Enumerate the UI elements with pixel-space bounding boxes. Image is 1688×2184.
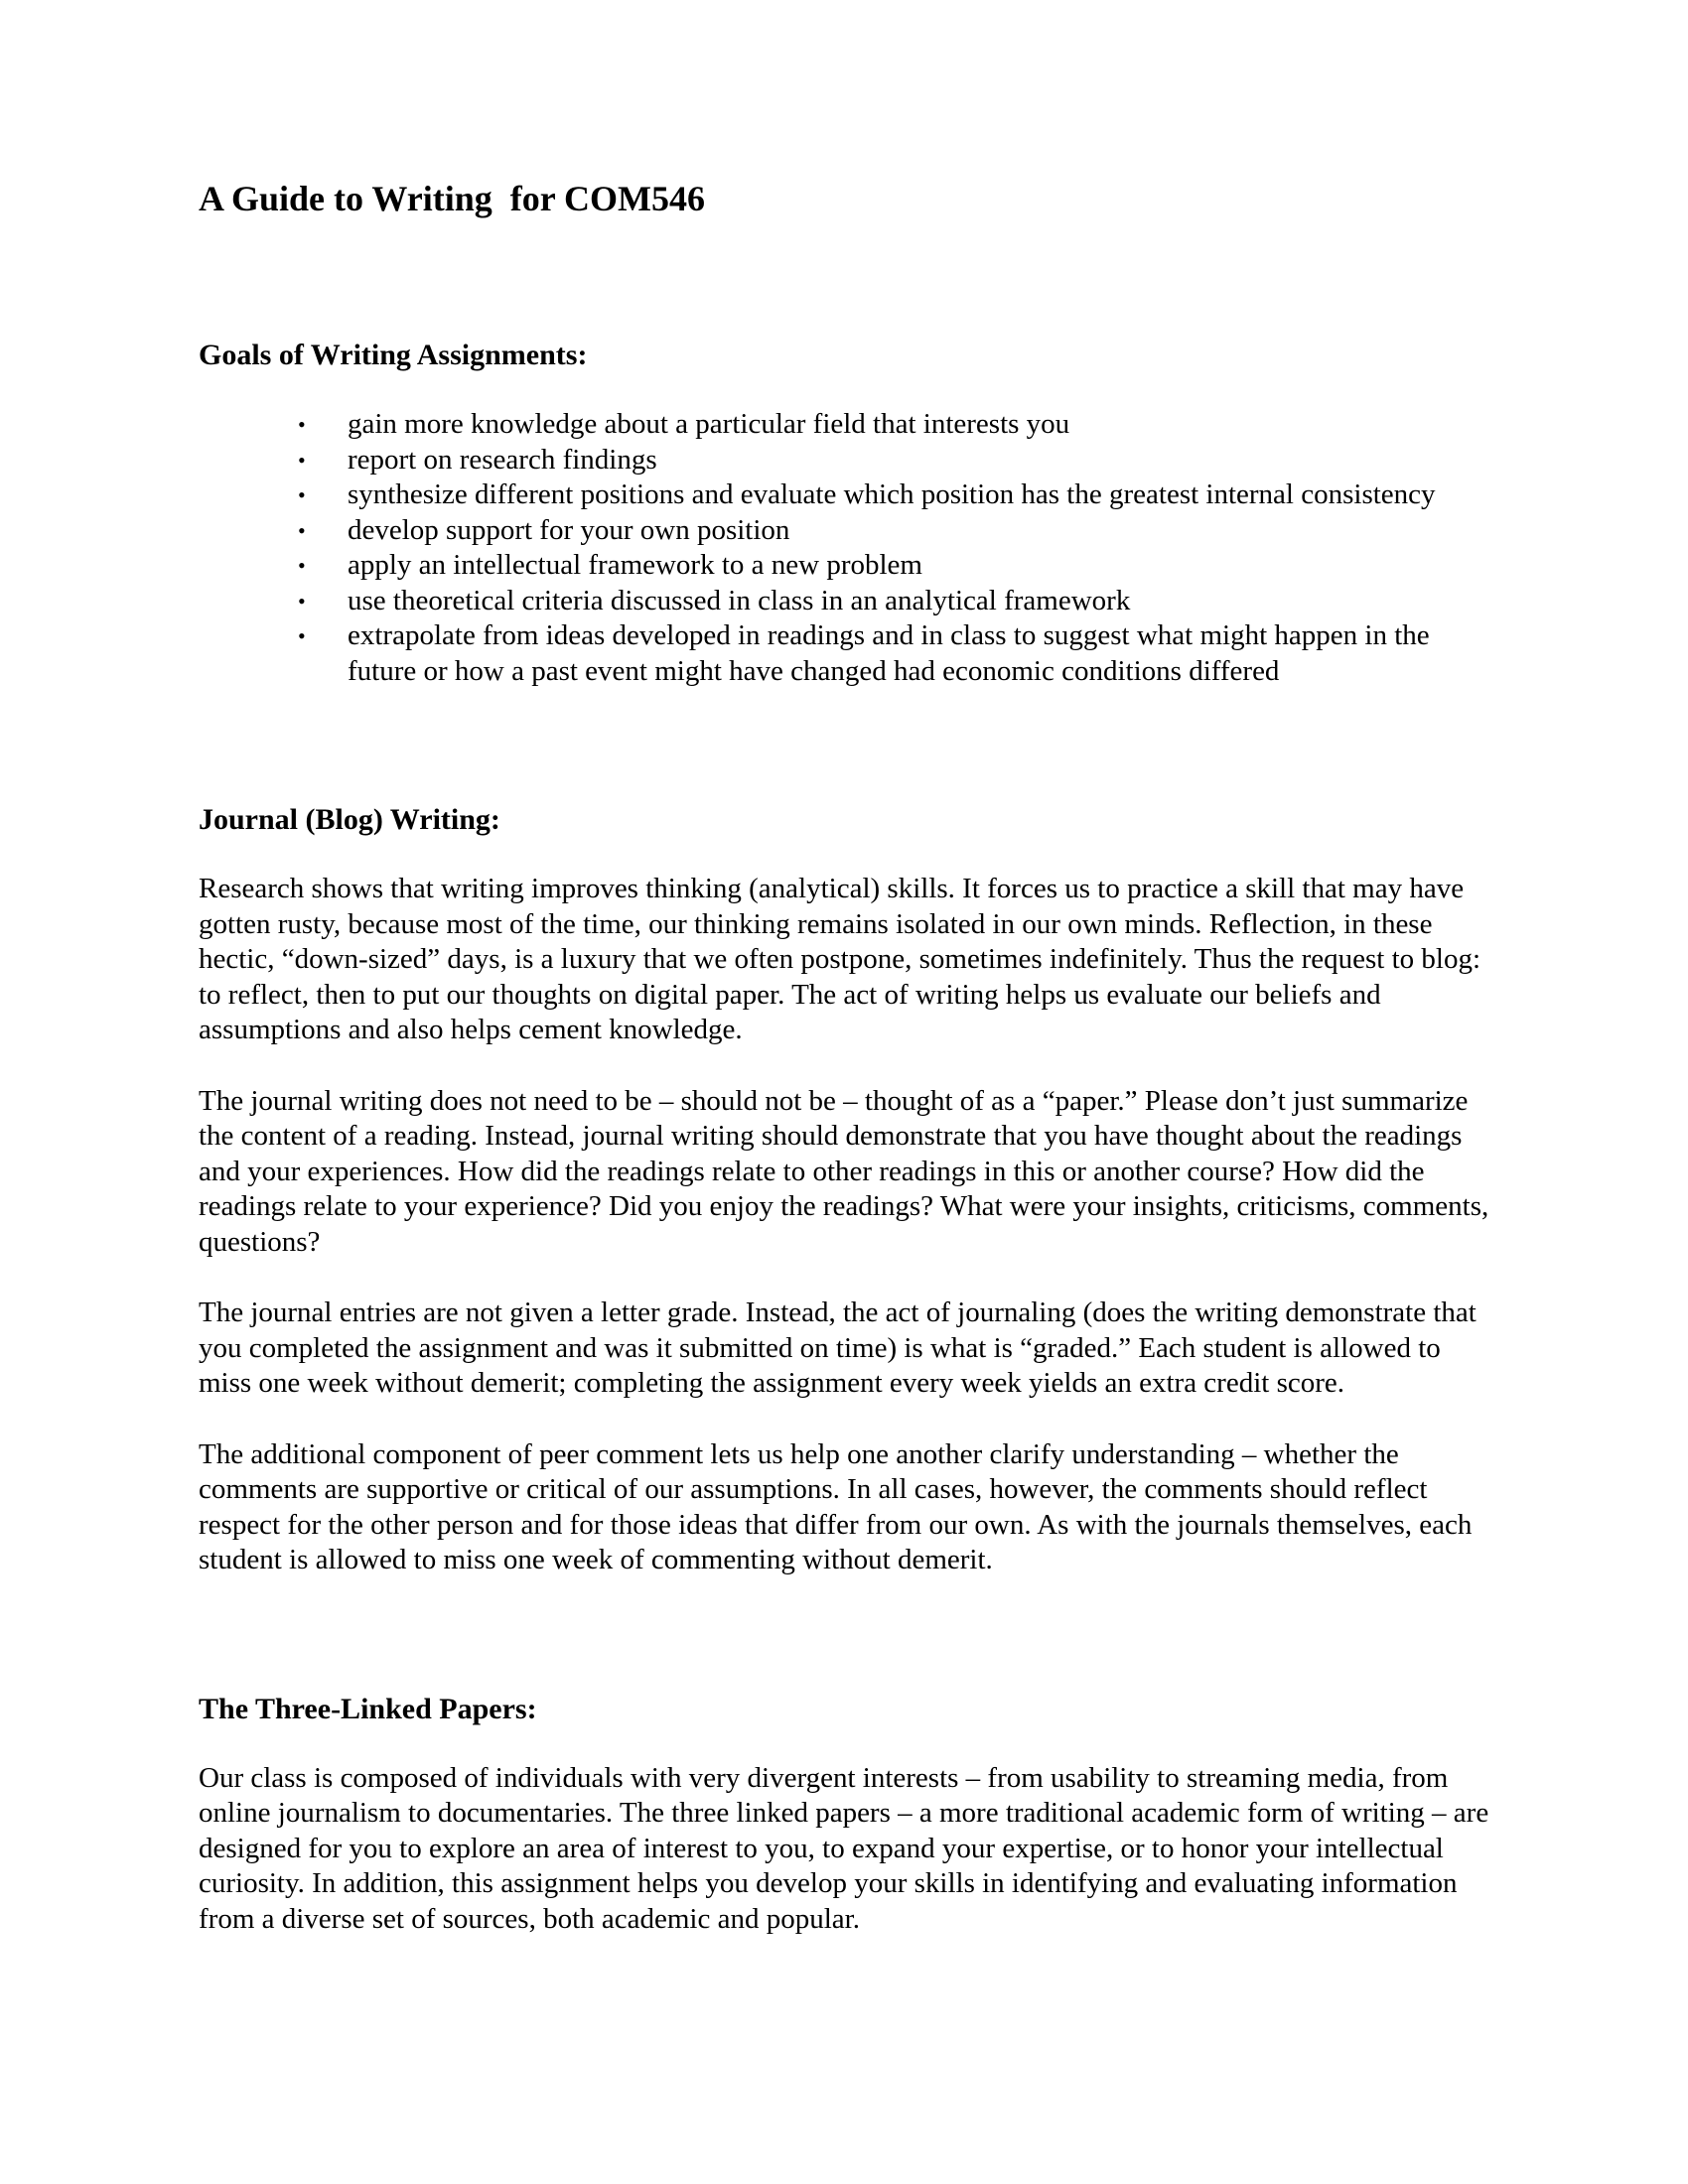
list-item-text: extrapolate from ideas developed in readings and in class to suggest what might happen in the future or how a past event might have changed had economic conditions differed (348, 619, 1430, 687)
bullet-icon: • (298, 623, 306, 648)
journal-paragraph: The additional component of peer comment lets us help one another clarify understanding – whether the comments are supportive or critical of our assumptions. In all cases, however, the comments should reflect respect for the other person and for those ideas that differ from our own. As with the journals themselves, each student is allowed to miss one week of commenting without demerit. (199, 1437, 1473, 1575)
list-item (199, 548, 1499, 584)
list-item (199, 478, 1499, 513)
goals-list (199, 407, 1499, 689)
list-item-text: synthesize different positions and evaluate which position has the greatest internal consistency (348, 478, 1436, 510)
list-item (199, 618, 1499, 689)
journal-heading: Journal (Blog) Writing: (199, 803, 500, 836)
list-item-text: report on research findings (348, 443, 657, 476)
journal-paragraph: The journal writing does not need to be – should not be – thought of as a “paper.” Please don’t just summarize the content of a reading. Instead, journal writing should demonstrate that you have thought about the readings and your experiences. How did the readings relate to other readings in this or another course? How did the readings relate to your experience? Did you enjoy the readings? What were your insights, criticisms, comments, questions? (199, 1084, 1489, 1258)
bullet-icon: • (298, 412, 306, 437)
journal-paragraph: The journal entries are not given a letter grade. Instead, the act of journaling (does the writing demonstrate that you completed the assignment and was it submitted on time) is what is “graded.” Each student is allowed to miss one week without demerit; completing the assignment every week yields an extra credit score. (199, 1297, 1477, 1399)
bullet-icon: • (298, 588, 306, 614)
list-item (199, 584, 1499, 619)
list-item-text: apply an intellectual framework to a new problem (348, 549, 922, 581)
journal-paragraph: Research shows that writing improves thinking (analytical) skills. It forces us to practice a skill that may have gotten rusty, because most of the time, our thinking remains isolated in our own minds. Reflection, in these hectic, “down-sized” days, is a luxury that we often postpone, sometimes indefinitely. Thus the request to blog: to reflect, then to put our thoughts on digital paper. The act of writing helps us evaluate our beliefs and assumptions and also helps cement knowledge. (199, 873, 1481, 1045)
bullet-icon: • (298, 553, 306, 578)
papers-heading: The Three-Linked Papers: (199, 1692, 537, 1725)
bullet-icon: • (298, 447, 306, 473)
papers-paragraph: Our class is composed of individuals with very divergent interests – from usability to streaming media, from online journalism to documentaries. The three linked papers – a more traditional academic form of writing – are designed for you to explore an area of interest to you, to expand your expertise, or to honor your intellectual curiosity. In addition, this assignment helps you develop your skills in identifying and evaluating information from a diverse set of sources, both academic and popular. (199, 1761, 1489, 1935)
list-item (199, 443, 1499, 478)
list-item (199, 407, 1499, 443)
goals-heading: Goals of Writing Assignments: (199, 339, 588, 371)
list-item-text: gain more knowledge about a particular field that interests you (348, 408, 1070, 440)
bullet-icon: • (298, 482, 306, 507)
list-item (199, 513, 1499, 549)
document-body (199, 177, 1499, 1937)
document-title: A Guide to Writing for COM546 (199, 179, 706, 218)
list-item-text: use theoretical criteria discussed in class in an analytical framework (348, 584, 1131, 616)
bullet-icon: • (298, 517, 306, 543)
list-item-text: develop support for your own position (348, 513, 790, 546)
